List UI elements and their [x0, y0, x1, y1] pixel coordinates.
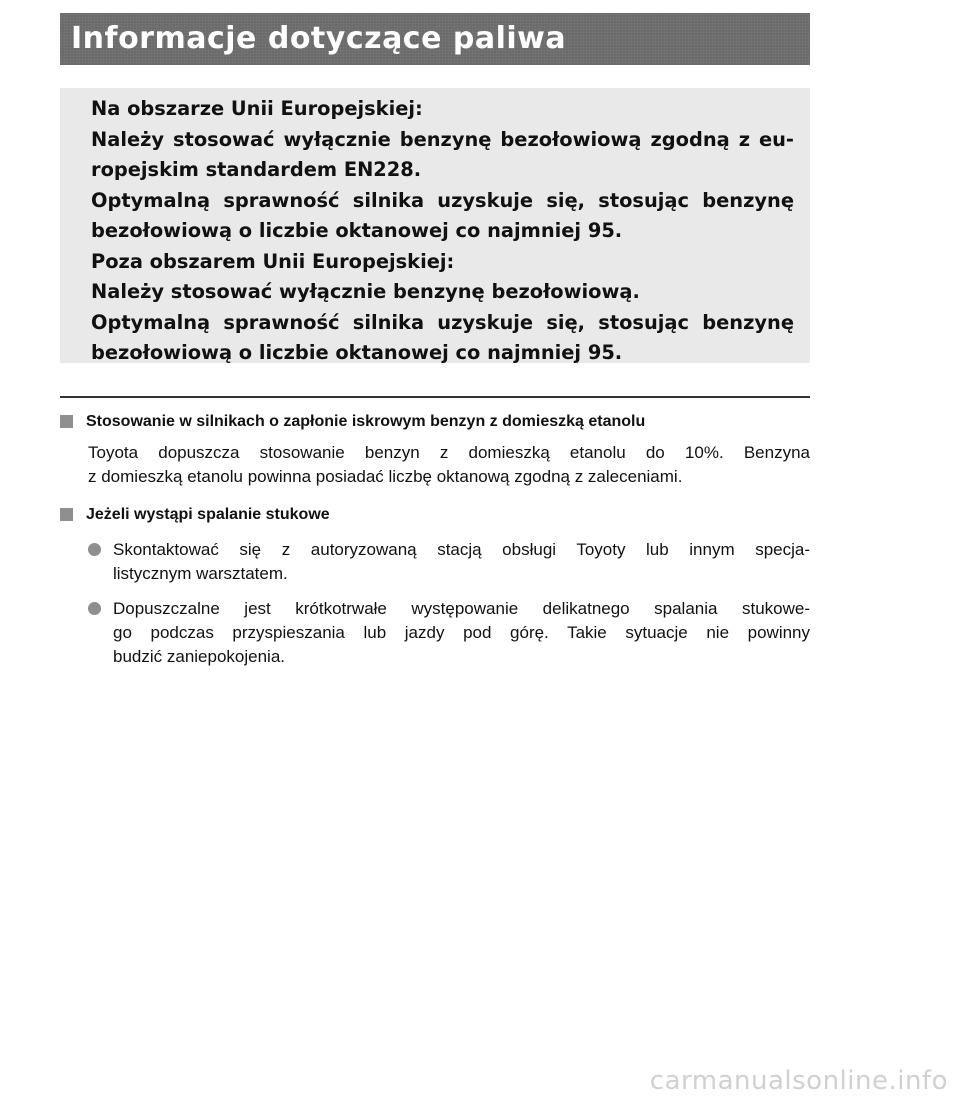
info-line: Poza obszarem Unii Europejskiej: [91, 249, 455, 273]
square-bullet-icon [60, 508, 73, 521]
paragraph-line: z domieszką etanolu powinna posiadać liczbę oktanową zgodną z zaleceniami. [88, 467, 683, 486]
info-line: ropejskim standardem EN228. [91, 158, 422, 181]
bullet-line: go podczas przyspieszania lub jazdy pod górę. Takie sytuacje nie powinny [113, 623, 810, 642]
section-ethanol [60, 412, 810, 489]
bullet-line: listycznym warsztatem. [113, 564, 288, 583]
info-line: Na obszarze Unii Europejskiej: [91, 97, 423, 120]
info-line: bezołowiową o liczbie oktanowej co najmniej 95. [91, 341, 623, 364]
bullet-line: Skontaktować się z autoryzowaną stacją obsługi Toyoty lub innym specja- [113, 540, 810, 559]
section-heading-text: Jeżeli wystąpi spalanie stukowe [86, 506, 330, 523]
page-title: Informacje dotyczące paliwa [71, 21, 567, 56]
section-heading-text: Stosowanie w silnikach o zapłonie iskrowym benzyn z domieszką etanolu [86, 413, 646, 430]
circle-bullet-icon [88, 602, 101, 615]
info-line: Należy stosować wyłącznie benzynę bezołowiową. [91, 280, 640, 303]
fuel-info-box [60, 88, 810, 363]
section-knocking [60, 505, 810, 669]
list-item [60, 597, 810, 669]
bullet-line: budzić zaniepokojenia. [113, 647, 286, 666]
section-heading [60, 505, 810, 525]
section-title-bar [60, 13, 810, 65]
info-line: Optymalną sprawność silnika uzyskuje się, stosując benzynę [91, 188, 794, 212]
list-item [60, 538, 810, 586]
circle-bullet-icon [88, 543, 101, 556]
info-line: bezołowiową o liczbie oktanowej co najmniej 95. [91, 219, 623, 242]
watermark-text: carmanualsonline.info [649, 1066, 948, 1096]
info-line: Optymalną sprawność silnika uzyskuje się, stosując benzynę [91, 310, 794, 334]
paragraph-line: Toyota dopuszcza stosowanie benzyn z domieszką etanolu do 10%. Benzyna [88, 443, 810, 462]
square-bullet-icon [60, 415, 73, 428]
info-line: Należy stosować wyłącznie benzynę bezołowiową zgodną z eu- [91, 127, 794, 151]
section-heading [60, 412, 810, 432]
bullet-line: Dopuszczalne jest krótkotrwałe występowanie delikatnego spalania stukowe- [113, 599, 810, 618]
divider-rule [60, 396, 810, 398]
